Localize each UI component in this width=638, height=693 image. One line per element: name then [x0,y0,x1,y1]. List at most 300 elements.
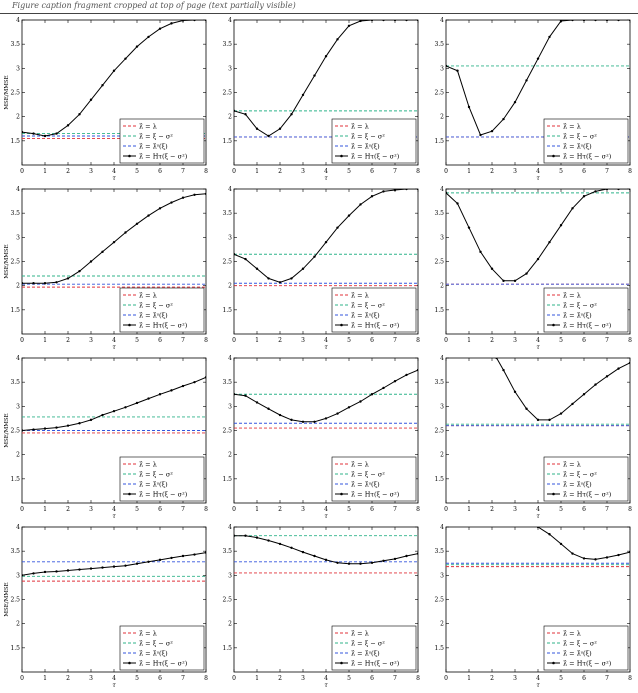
y-tick-label: 2.5 [10,596,20,604]
data-point [124,231,126,233]
data-point [205,551,207,553]
x-tick-label: 5 [559,506,563,513]
legend-entry-label: λ̂ = λ̂ˢ(ξ) [563,311,592,320]
x-axis-label: τ [324,344,328,351]
x-tick-label: 1 [467,337,471,344]
x-tick-label: 1 [255,675,259,682]
data-point [147,561,149,563]
x-tick-label: 8 [416,168,420,175]
data-point [371,393,373,395]
x-tick-label: 3 [301,675,305,682]
x-tick-label: 4 [112,506,116,513]
data-point [606,556,608,558]
data-point [359,20,361,22]
data-point [290,547,292,549]
x-tick-label: 2 [490,168,494,175]
x-tick-label: 4 [536,337,540,344]
data-point [136,402,138,404]
data-point [267,135,269,137]
data-point [617,19,619,21]
y-tick-label: 3 [228,572,232,580]
y-tick-label: 2.5 [10,427,20,435]
y-tick-label: 3.5 [10,379,20,387]
series-line-h-tau [497,358,630,420]
data-point [113,241,115,243]
data-point [90,419,92,421]
legend [120,457,204,501]
series-group [446,526,631,567]
x-tick-label: 3 [301,168,305,175]
x-axis-label: τ [112,513,116,520]
y-tick-label: 2.5 [434,596,444,604]
legend-entry-label: λ̂ = ξ − σ² [139,639,173,648]
y-tick-label: 2 [228,620,232,628]
y-tick-label: 3 [228,403,232,411]
data-point [325,241,327,243]
data-point [159,207,161,209]
x-tick-label: 5 [559,168,563,175]
x-tick-label: 7 [393,506,397,513]
data-point [594,19,596,21]
data-point [233,535,235,537]
data-point [548,241,550,243]
x-tick-label: 6 [158,506,162,513]
x-tick-label: 4 [324,168,328,175]
x-tick-label: 7 [181,337,185,344]
chart-panel-10 [0,521,212,690]
x-tick-label: 2 [66,168,70,175]
x-tick-label: 6 [582,337,586,344]
data-point [136,45,138,47]
legend-entry-label: λ̂ = Hτ(ξ − σ²) [351,659,400,668]
data-point [170,201,172,203]
data-point [182,197,184,199]
data-point [405,19,407,21]
legend-entry-label: λ̂ = λ̂ˢ(ξ) [351,311,380,320]
data-point [279,414,281,416]
x-tick-label: 5 [347,168,351,175]
data-point [78,422,80,424]
data-point [233,110,235,112]
legend [120,626,204,670]
data-point [313,74,315,76]
data-point [244,535,246,537]
legend [332,119,416,163]
y-tick-label: 4 [228,524,232,531]
data-point [514,280,516,282]
chart-panel-4 [0,183,212,352]
x-tick-label: 2 [66,337,70,344]
legend-swatch-marker [552,324,555,327]
data-point [348,563,350,565]
data-point [44,135,46,137]
data-point [371,562,373,564]
data-point [514,101,516,103]
x-tick-label: 1 [467,506,471,513]
data-point [571,207,573,209]
data-point [479,134,481,136]
data-point [136,223,138,225]
data-point [491,268,493,270]
x-tick-label: 6 [158,675,162,682]
x-tick-label: 1 [43,337,47,344]
series-line-h-tau [446,189,630,281]
data-point [371,19,373,21]
x-tick-label: 6 [158,337,162,344]
x-tick-label: 5 [559,337,563,344]
y-tick-label: 1.5 [434,475,444,483]
x-tick-label: 7 [605,337,609,344]
data-point [417,552,419,554]
x-axis-label: τ [324,513,328,520]
data-point [205,193,207,195]
legend-entry-label: λ̂ = Hτ(ξ − σ²) [351,321,400,330]
legend-entry-label: λ̂ = ξ − σ² [139,301,173,310]
data-point [468,106,470,108]
x-tick-label: 3 [301,337,305,344]
data-point [629,362,631,364]
chart-panel-6 [424,183,636,352]
data-point [193,381,195,383]
x-tick-label: 8 [204,337,208,344]
chart-panel-12 [424,521,636,690]
data-point [382,19,384,21]
x-tick-label: 8 [416,337,420,344]
x-tick-label: 3 [89,337,93,344]
legend-entry-label: λ̂ = λ [139,460,157,469]
chart-panel-7 [0,352,212,521]
legend-swatch-marker [128,155,131,158]
data-point [147,397,149,399]
data-point [302,94,304,96]
legend [544,626,628,670]
y-tick-label: 3 [16,234,20,242]
data-point [279,543,281,545]
data-point [90,567,92,569]
x-tick-label: 0 [20,337,24,344]
legend-entry-label: λ̂ = Hτ(ξ − σ²) [351,152,400,161]
legend-entry-label: λ̂ = λ [351,460,369,469]
y-axis-label: MSE/MMSE [4,413,10,448]
x-tick-label: 7 [181,506,185,513]
data-point [629,551,631,553]
data-point [21,574,23,576]
x-tick-label: 2 [490,506,494,513]
series-group [445,188,631,284]
x-tick-label: 4 [112,675,116,682]
legend-swatch-marker [128,324,131,327]
y-tick-label: 3.5 [222,210,232,218]
data-point [256,536,258,538]
data-point [560,412,562,414]
x-tick-label: 0 [444,506,448,513]
y-axis-label: MSE/MMSE [4,75,10,110]
legend-entry-label: λ̂ = λ [563,122,581,131]
series-line-h-tau [22,194,206,283]
x-axis-label: τ [536,344,540,351]
data-point [502,369,504,371]
y-tick-label: 3.5 [222,379,232,387]
x-tick-label: 0 [444,168,448,175]
legend-entry-label: λ̂ = λ̂ˢ(ξ) [351,649,380,658]
legend [120,119,204,163]
data-point [67,277,69,279]
data-point [417,369,419,371]
data-point [336,562,338,564]
data-point [583,557,585,559]
legend [332,457,416,501]
data-point [159,559,161,561]
series-group [21,193,207,287]
data-point [313,555,315,557]
data-point [101,414,103,416]
y-tick-label: 3.5 [222,41,232,49]
series-group [233,535,419,573]
x-axis-label: τ [536,682,540,689]
y-tick-label: 1.5 [10,137,20,145]
data-point [359,203,361,205]
x-tick-label: 7 [393,337,397,344]
data-point [405,555,407,557]
legend-entry-label: λ̂ = λ [563,460,581,469]
x-tick-label: 1 [43,168,47,175]
data-point [394,189,396,191]
data-point [617,367,619,369]
x-tick-label: 6 [582,675,586,682]
data-point [382,190,384,192]
x-tick-label: 7 [393,675,397,682]
data-point [571,19,573,21]
x-tick-label: 1 [43,675,47,682]
x-tick-label: 4 [112,337,116,344]
x-tick-label: 5 [135,337,139,344]
legend-entry-label: λ̂ = λ [563,629,581,638]
data-point [456,70,458,72]
legend-entry-label: λ̂ = λ̂ˢ(ξ) [563,480,592,489]
chart-panel-2 [212,14,424,183]
data-point [32,282,34,284]
data-point [525,408,527,410]
legend-entry-label: λ̂ = λ̂ˢ(ξ) [139,311,168,320]
legend-entry-label: λ̂ = ξ − σ² [563,132,597,141]
data-point [147,36,149,38]
x-tick-label: 2 [278,337,282,344]
series-line-h-tau [234,370,418,422]
legend-entry-label: λ̂ = Hτ(ξ − σ²) [563,659,612,668]
x-tick-label: 8 [628,337,632,344]
data-point [382,560,384,562]
legend-swatch-marker [552,493,555,496]
data-point [548,419,550,421]
x-tick-label: 7 [181,168,185,175]
y-tick-label: 3.5 [10,210,20,218]
data-point [445,65,447,67]
data-point [193,194,195,196]
legend [544,119,628,163]
data-point [583,393,585,395]
data-point [417,19,419,21]
data-point [606,19,608,21]
x-tick-label: 0 [232,337,236,344]
data-point [44,427,46,429]
data-point [159,28,161,30]
legend-entry-label: λ̂ = λ [351,629,369,638]
x-tick-label: 5 [347,337,351,344]
series-line-h-tau [446,20,630,135]
y-tick-label: 4 [440,355,444,362]
legend-swatch-marker [340,493,343,496]
data-point [606,188,608,190]
data-point [193,553,195,555]
x-tick-label: 6 [158,168,162,175]
x-tick-label: 5 [135,168,139,175]
x-tick-label: 3 [89,506,93,513]
x-tick-label: 0 [232,506,236,513]
x-tick-label: 7 [605,168,609,175]
data-point [55,570,57,572]
x-tick-label: 3 [513,168,517,175]
legend-swatch-marker [552,662,555,665]
data-point [256,128,258,130]
data-point [290,277,292,279]
x-tick-label: 2 [66,506,70,513]
x-tick-label: 0 [20,506,24,513]
x-tick-label: 8 [416,506,420,513]
legend-entry-label: λ̂ = Hτ(ξ − σ²) [351,490,400,499]
data-point [325,417,327,419]
series-line-h-tau [22,553,206,576]
x-axis-label: τ [536,175,540,182]
y-tick-label: 4 [440,17,444,24]
y-tick-label: 3 [440,234,444,242]
legend-entry-label: λ̂ = ξ − σ² [351,301,385,310]
y-tick-label: 3.5 [10,41,20,49]
data-point [32,572,34,574]
data-point [479,251,481,253]
data-point [537,526,539,528]
legend-entry-label: λ̂ = λ [351,291,369,300]
data-point [32,132,34,134]
x-tick-label: 0 [20,168,24,175]
legend-entry-label: λ̂ = ξ − σ² [563,639,597,648]
y-tick-label: 2 [16,282,20,290]
data-point [113,565,115,567]
y-tick-label: 4 [16,355,20,362]
data-point [348,25,350,27]
header-caption: Figure caption fragment cropped at top of page (text partially visible) [12,1,296,10]
legend [332,626,416,670]
x-tick-label: 1 [467,675,471,682]
y-tick-label: 2.5 [222,427,232,435]
y-tick-label: 3 [16,572,20,580]
y-tick-label: 2.5 [434,258,444,266]
y-axis-label: MSE/MMSE [4,582,10,617]
y-tick-label: 2.5 [222,258,232,266]
y-tick-label: 2.5 [434,89,444,97]
x-tick-label: 3 [513,337,517,344]
data-point [147,214,149,216]
y-tick-label: 3.5 [10,548,20,556]
data-point [606,375,608,377]
series-group [21,551,207,581]
x-tick-label: 1 [43,506,47,513]
data-point [55,426,57,428]
x-tick-label: 1 [255,506,259,513]
x-tick-label: 6 [370,168,374,175]
data-point [525,272,527,274]
y-tick-label: 1.5 [434,137,444,145]
legend [332,288,416,332]
data-point [336,412,338,414]
y-tick-label: 4 [440,524,444,531]
data-point [491,130,493,132]
y-tick-label: 2.5 [10,89,20,97]
data-point [336,226,338,228]
x-tick-label: 7 [605,506,609,513]
data-point [382,387,384,389]
data-point [67,569,69,571]
chart-panel-9 [424,352,636,521]
legend-entry-label: λ̂ = λ̂ˢ(ξ) [351,142,380,151]
data-point [348,214,350,216]
legend-entry-label: λ̂ = λ̂ˢ(ξ) [139,142,168,151]
data-point [445,192,447,194]
x-tick-label: 6 [370,675,374,682]
y-tick-label: 1.5 [222,475,232,483]
y-tick-label: 3 [440,65,444,73]
data-point [205,19,207,21]
x-tick-label: 7 [181,675,185,682]
data-point [290,113,292,115]
data-point [67,124,69,126]
data-point [244,395,246,397]
y-tick-label: 4 [16,186,20,193]
data-point [78,270,80,272]
series-line-h-tau [234,20,418,136]
legend-entry-label: λ̂ = λ̂ˢ(ξ) [139,480,168,489]
x-tick-label: 7 [605,675,609,682]
series-line-h-tau [22,20,206,136]
data-point [124,406,126,408]
y-tick-label: 3.5 [434,210,444,218]
x-tick-label: 4 [536,506,540,513]
x-tick-label: 0 [444,337,448,344]
y-tick-label: 2 [16,113,20,121]
data-point [560,224,562,226]
data-point [417,188,419,190]
y-tick-label: 4 [16,524,20,531]
x-tick-label: 4 [324,337,328,344]
data-point [371,195,373,197]
data-point [78,113,80,115]
y-tick-label: 3.5 [434,379,444,387]
x-axis-label: τ [112,344,116,351]
data-point [78,568,80,570]
data-point [325,559,327,561]
data-point [525,79,527,81]
x-tick-label: 6 [582,168,586,175]
data-point [394,19,396,21]
data-point [583,195,585,197]
x-tick-label: 4 [324,675,328,682]
data-point [90,260,92,262]
data-point [495,357,497,359]
x-tick-label: 5 [135,506,139,513]
x-tick-label: 8 [204,506,208,513]
y-tick-label: 4 [228,355,232,362]
data-point [55,132,57,134]
data-point [617,188,619,190]
